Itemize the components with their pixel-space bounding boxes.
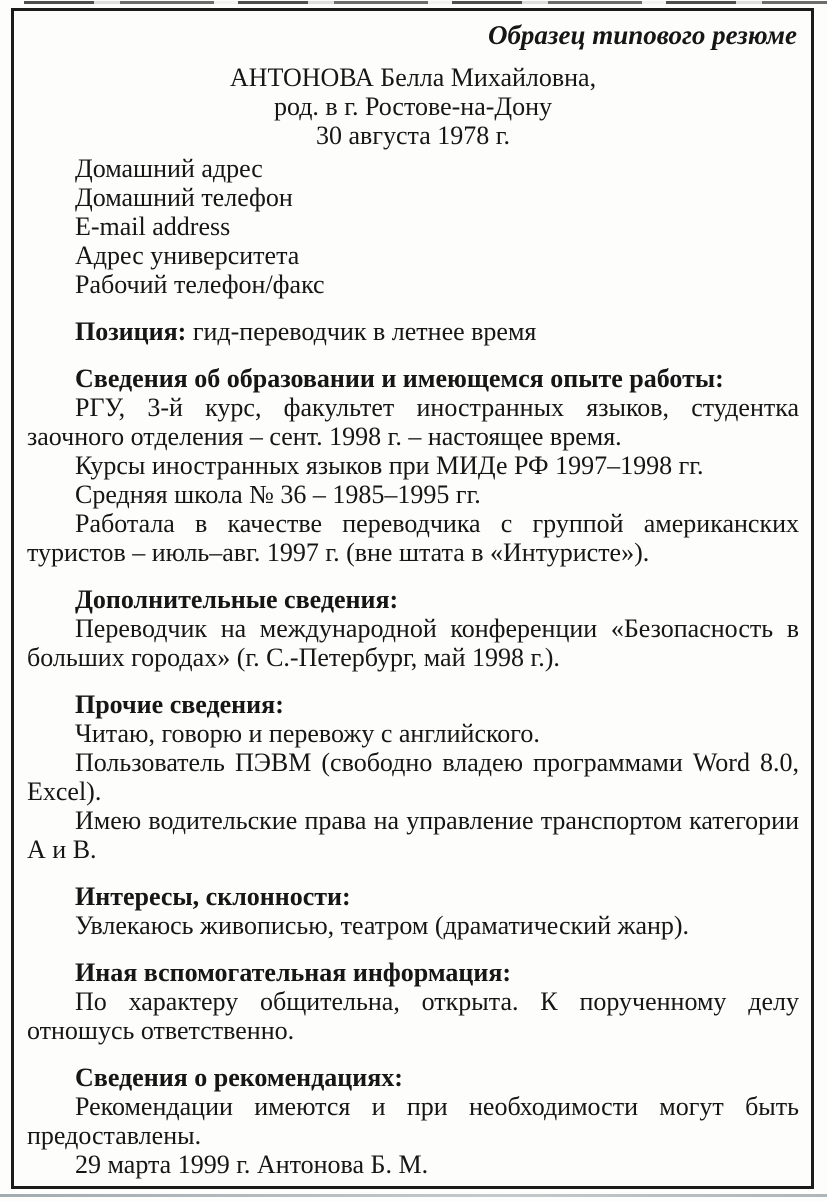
section-paragraph: Читаю, говорю и перевожу с английского. bbox=[75, 719, 540, 748]
section-paragraph: Пользователь ПЭВМ (свободно владею программами Word 8.0, Excel). bbox=[27, 748, 799, 806]
scan-artifact-top-line bbox=[24, 1, 827, 4]
section-references bbox=[27, 1063, 799, 1179]
section-paragraph: Работала в качестве переводчика с группой американских туристов – июль–авг. 1997 г. (вне штата в «Интуристе»). bbox=[27, 509, 799, 567]
signature-date-line: 29 марта 1999 г. Антонова Б. М. bbox=[75, 1150, 429, 1179]
section-paragraph: Увлекаюсь живописью, театром (драматический жанр). bbox=[75, 911, 690, 940]
section-heading: Интересы, склонности: bbox=[75, 882, 351, 911]
section-paragraph: Имею водительские права на управление транспортом категории А и В. bbox=[27, 806, 799, 864]
section-paragraph: РГУ, 3-й курс, факультет иностранных языков, студентка заочного отделения – сент. 1998 г. – настоящее время. bbox=[27, 393, 799, 451]
position-label: Позиция: bbox=[75, 317, 187, 346]
section-heading: Сведения о рекомендациях: bbox=[75, 1063, 403, 1092]
document-caption: Образец типового резюме bbox=[487, 20, 797, 50]
person-birth-date: 30 августа 1978 г. bbox=[316, 121, 510, 150]
contact-block bbox=[27, 154, 799, 299]
contact-work-phone-fax: Рабочий телефон/факс bbox=[75, 270, 325, 299]
person-header-block bbox=[27, 63, 799, 150]
section-heading: Прочие сведения: bbox=[75, 690, 284, 719]
section-other-info bbox=[27, 690, 799, 864]
section-heading: Дополнительные сведения: bbox=[75, 585, 399, 614]
contact-home-phone: Домашний телефон bbox=[75, 183, 293, 212]
section-paragraph: Переводчик на международной конференции «Безопасность в больших городах» (г. С.-Петербург, май 1998 г.). bbox=[27, 614, 799, 672]
section-education bbox=[27, 364, 799, 567]
contact-email: E-mail address bbox=[75, 212, 231, 241]
position-section bbox=[27, 317, 799, 346]
section-paragraph: По характеру общительна, открыта. К порученному делу отношусь ответственно. bbox=[27, 987, 799, 1045]
section-misc-info bbox=[27, 958, 799, 1045]
section-additional-info bbox=[27, 585, 799, 672]
contact-home-address: Домашний адрес bbox=[75, 154, 263, 183]
person-name: АНТОНОВА Белла Михайловна, bbox=[229, 63, 597, 92]
section-heading: Иная вспомогательная информация: bbox=[75, 958, 512, 987]
section-interests bbox=[27, 882, 799, 940]
section-paragraph: Средняя школа № 36 – 1985–1995 гг. bbox=[75, 480, 481, 509]
position-value: гид-переводчик в летнее время bbox=[186, 317, 537, 346]
position-line bbox=[27, 317, 799, 346]
section-paragraph: Рекомендации имеются и при необходимости могут быть предоставлены. bbox=[27, 1092, 799, 1150]
section-paragraph: Курсы иностранных языков при МИДе РФ 1997–1998 гг. bbox=[75, 451, 704, 480]
contact-university-address: Адрес университета bbox=[75, 241, 300, 270]
document-frame bbox=[11, 8, 814, 1189]
section-heading: Сведения об образовании и имеющемся опыте работы: bbox=[75, 364, 724, 393]
scan-artifact-bottom-line bbox=[0, 1194, 827, 1197]
person-birth-place: род. в г. Ростове-на-Дону bbox=[273, 92, 553, 121]
